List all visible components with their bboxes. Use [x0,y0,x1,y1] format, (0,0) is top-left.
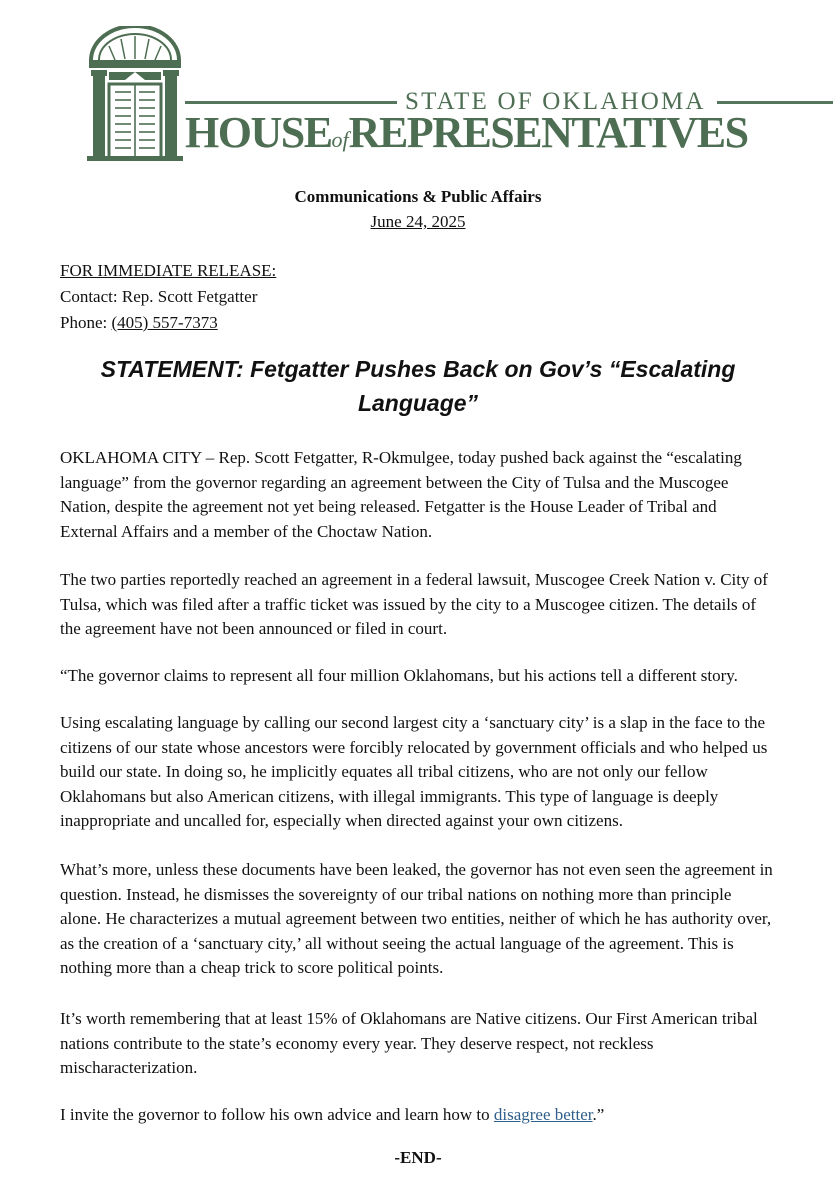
release-label: FOR IMMEDIATE RELEASE: [60,261,277,280]
house-name [185,110,748,163]
closing-text: I invite the governor to follow his own advice and learn how to [60,1105,494,1124]
contact-line [60,284,276,310]
rule-left [185,101,397,104]
paragraph-4: Using escalating language by calling our second largest city a ‘sanctuary city’ is a slap in the face to the citizens of our state whose ancestors were forcibly relocated by government officials and who helped us build our state. In doing so, he implicitly equates all tribal citizens, who are not only our fellow Oklahomans but also American citizens, with illegal immigrants. This type of language is deeply inappropriate and uncalled for, especially when directed against your own citizens. [60,713,768,830]
contact-label: Contact: [60,287,122,306]
disagree-better-link[interactable]: disagree better [493,1105,593,1124]
phone-label: Phone: [60,313,112,332]
representatives-word: REPRESENTATIVES [348,108,748,157]
capitol-door-logo [85,26,185,161]
statement-title: STATEMENT: Fetgatter Pushes Back on Gov’s “Escalating Language” [100,356,736,416]
phone-line [60,310,276,336]
house-word: HOUSE [185,108,332,157]
paragraph-6: It’s worth remembering that at least 15% of Oklahomans are Native citizens. Our First American tribal nations contribute to the state’s economy every year. They deserve respect, not reckless mischaracterization. [60,1009,758,1077]
closing-paragraph [60,1103,776,1128]
paragraph-5: What’s more, unless these documents have been leaked, the governor has not even seen the agreement in question. Instead, he dismisses the sovereignty of our tribal nations on nothing more than principle alone. He characterizes a mutual agreement between two entities, neither of which he has authority over, as the creation of a ‘sanctuary city,’ all without seeing the actual language of the agreement. This is nothing more than a cheap trick to score political points. [60,860,773,977]
department: Communications & Public Affairs [294,187,542,206]
contact-name: Rep. Scott Fetgatter [121,287,258,306]
paragraph-3: “The governor claims to represent all four million Oklahomans, but his actions tell a different story. [60,666,738,685]
of-word: of [331,127,349,152]
closing-end: .” [592,1105,605,1124]
state-line [185,88,745,115]
release-date: June 24, 2025 [370,212,466,231]
end-marker: -END- [394,1148,442,1167]
paragraph-2: The two parties reportedly reached an agreement in a federal lawsuit, Muscogee Creek Nation v. City of Tulsa, which was filed after a traffic ticket was issued by the city to a Muscogee citizen. The details of the agreement have not been announced or filed in court. [60,570,768,638]
contact-block [60,258,276,336]
paragraph-1: OKLAHOMA CITY – Rep. Scott Fetgatter, R-Okmulgee, today pushed back against the “escalating language” from the governor regarding an agreement between the City of Tulsa and the Muscogee Nation, despite the agreement not yet being released. Fetgatter is the House Leader of Tribal and External Affairs and a member of the Choctaw Nation. [60,448,742,541]
phone-number[interactable]: (405) 557-7373 [111,313,218,332]
state-name: STATE OF OKLAHOMA [405,88,706,115]
rule-right [717,101,833,104]
letterhead [85,26,755,161]
